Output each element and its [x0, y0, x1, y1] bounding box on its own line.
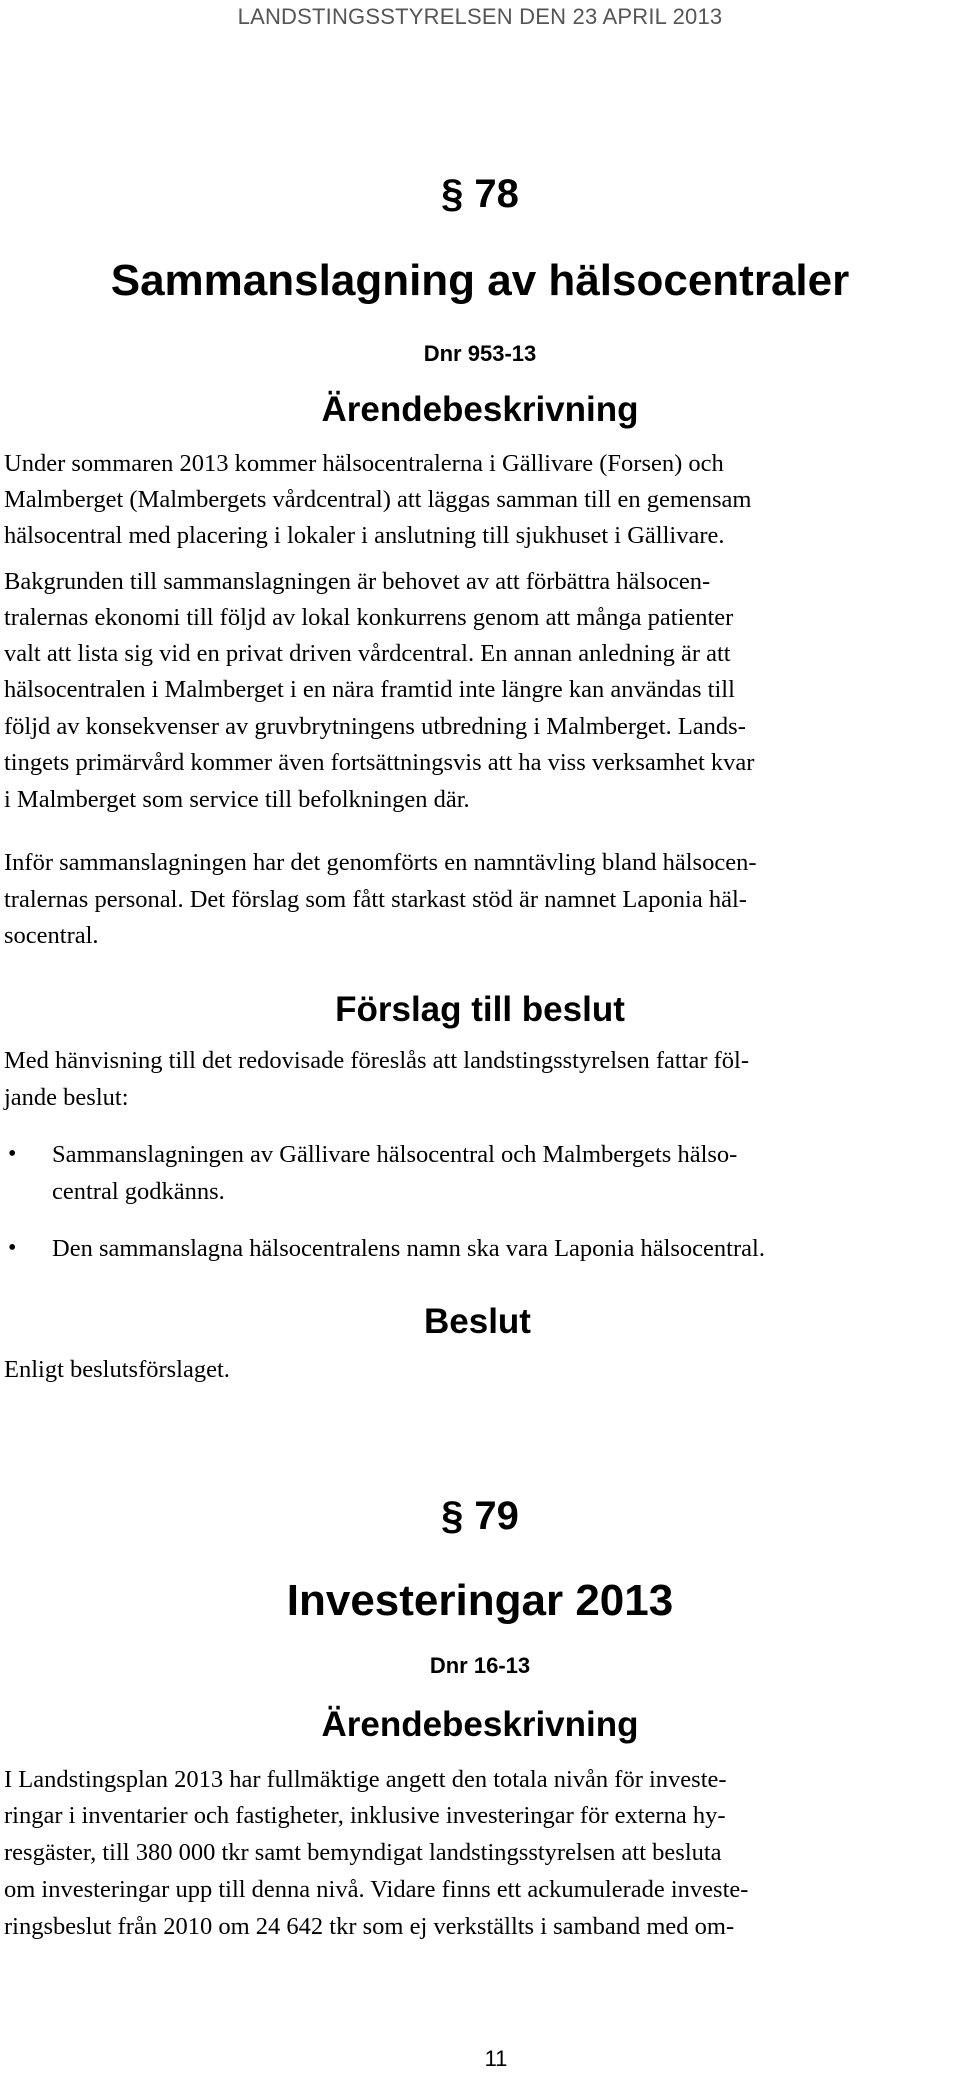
- bullet-item-line: Den sammanslagna hälsocentralens namn ska vara Laponia hälsocentral.: [52, 1235, 765, 1262]
- heading-proposal: Förslag till beslut: [335, 990, 625, 1029]
- paragraph-line: Under sommaren 2013 kommer hälsocentralerna i Gällivare (Forsen) och: [4, 450, 724, 477]
- paragraph-line: om investeringar upp till denna nivå. Vidare finns ett ackumulerade investe-: [4, 1876, 749, 1903]
- paragraph-line: Inför sammanslagningen har det genomförts en namntävling bland hälsocen-: [4, 849, 757, 876]
- bullet-marker: •: [8, 1235, 17, 1261]
- heading-description: Ärendebeskrivning: [321, 1705, 639, 1744]
- bullet-item-line: Sammanslagningen av Gällivare hälsocentral och Malmbergets hälso-: [52, 1141, 738, 1168]
- paragraph-line: i Malmberget som service till befolkningen där.: [4, 786, 470, 813]
- case-number: Dnr 953-13: [423, 341, 537, 366]
- decision-text: Enligt beslutsförslaget.: [4, 1356, 230, 1383]
- paragraph-line: Malmberget (Malmbergets vårdcentral) att läggas samman till en gemensam: [4, 486, 752, 513]
- bullet-marker: •: [8, 1141, 17, 1167]
- paragraph-line: ringar i inventarier och fastigheter, inklusive investeringar för externa hy-: [4, 1802, 726, 1829]
- paragraph-line: hälsocentral med placering i lokaler i anslutning till sjukhuset i Gällivare.: [4, 522, 725, 549]
- paragraph-line: följd av konsekvenser av gruvbrytningens utbredning i Malmberget. Lands-: [4, 713, 746, 740]
- paragraph-line: Med hänvisning till det redovisade föreslås att landstingsstyrelsen fattar föl-: [4, 1047, 750, 1074]
- paragraph-line: Bakgrunden till sammanslagningen är behovet av att förbättra hälsocen-: [4, 568, 711, 595]
- section-number: § 78: [441, 172, 519, 216]
- page-number: 11: [484, 2046, 508, 2071]
- heading-decision: Beslut: [424, 1302, 531, 1341]
- section-title: Sammanslagning av hälsocentraler: [110, 256, 850, 305]
- paragraph-line: I Landstingsplan 2013 har fullmäktige angett den totala nivån för investe-: [4, 1766, 727, 1793]
- paragraph-line: tralernas personal. Det förslag som fått starkast stöd är namnet Laponia häl-: [4, 886, 747, 913]
- case-number: Dnr 16-13: [429, 1653, 531, 1678]
- paragraph-line: resgäster, till 380 000 tkr samt bemyndigat landstingsstyrelsen att besluta: [4, 1839, 722, 1866]
- section-title: Investeringar 2013: [286, 1576, 674, 1625]
- paragraph-line: tralernas ekonomi till följd av lokal konkurrens genom att många patienter: [4, 604, 734, 631]
- heading-description: Ärendebeskrivning: [321, 390, 639, 429]
- page-header: LANDSTINGSSTYRELSEN DEN 23 APRIL 2013: [237, 4, 723, 29]
- paragraph-line: jande beslut:: [4, 1084, 129, 1111]
- paragraph-line: valt att lista sig vid en privat driven vårdcentral. En annan anledning är att: [4, 640, 731, 667]
- section-number: § 79: [441, 1494, 519, 1538]
- paragraph-line: tingets primärvård kommer även fortsättningsvis att ha viss verksamhet kvar: [4, 749, 755, 776]
- paragraph-line: hälsocentralen i Malmberget i en nära framtid inte längre kan användas till: [4, 676, 735, 703]
- bullet-item-line: central godkänns.: [52, 1178, 225, 1205]
- paragraph-line: ringsbeslut från 2010 om 24 642 tkr som ej verkställts i samband med om-: [4, 1913, 735, 1940]
- paragraph-line: socentral.: [4, 922, 99, 949]
